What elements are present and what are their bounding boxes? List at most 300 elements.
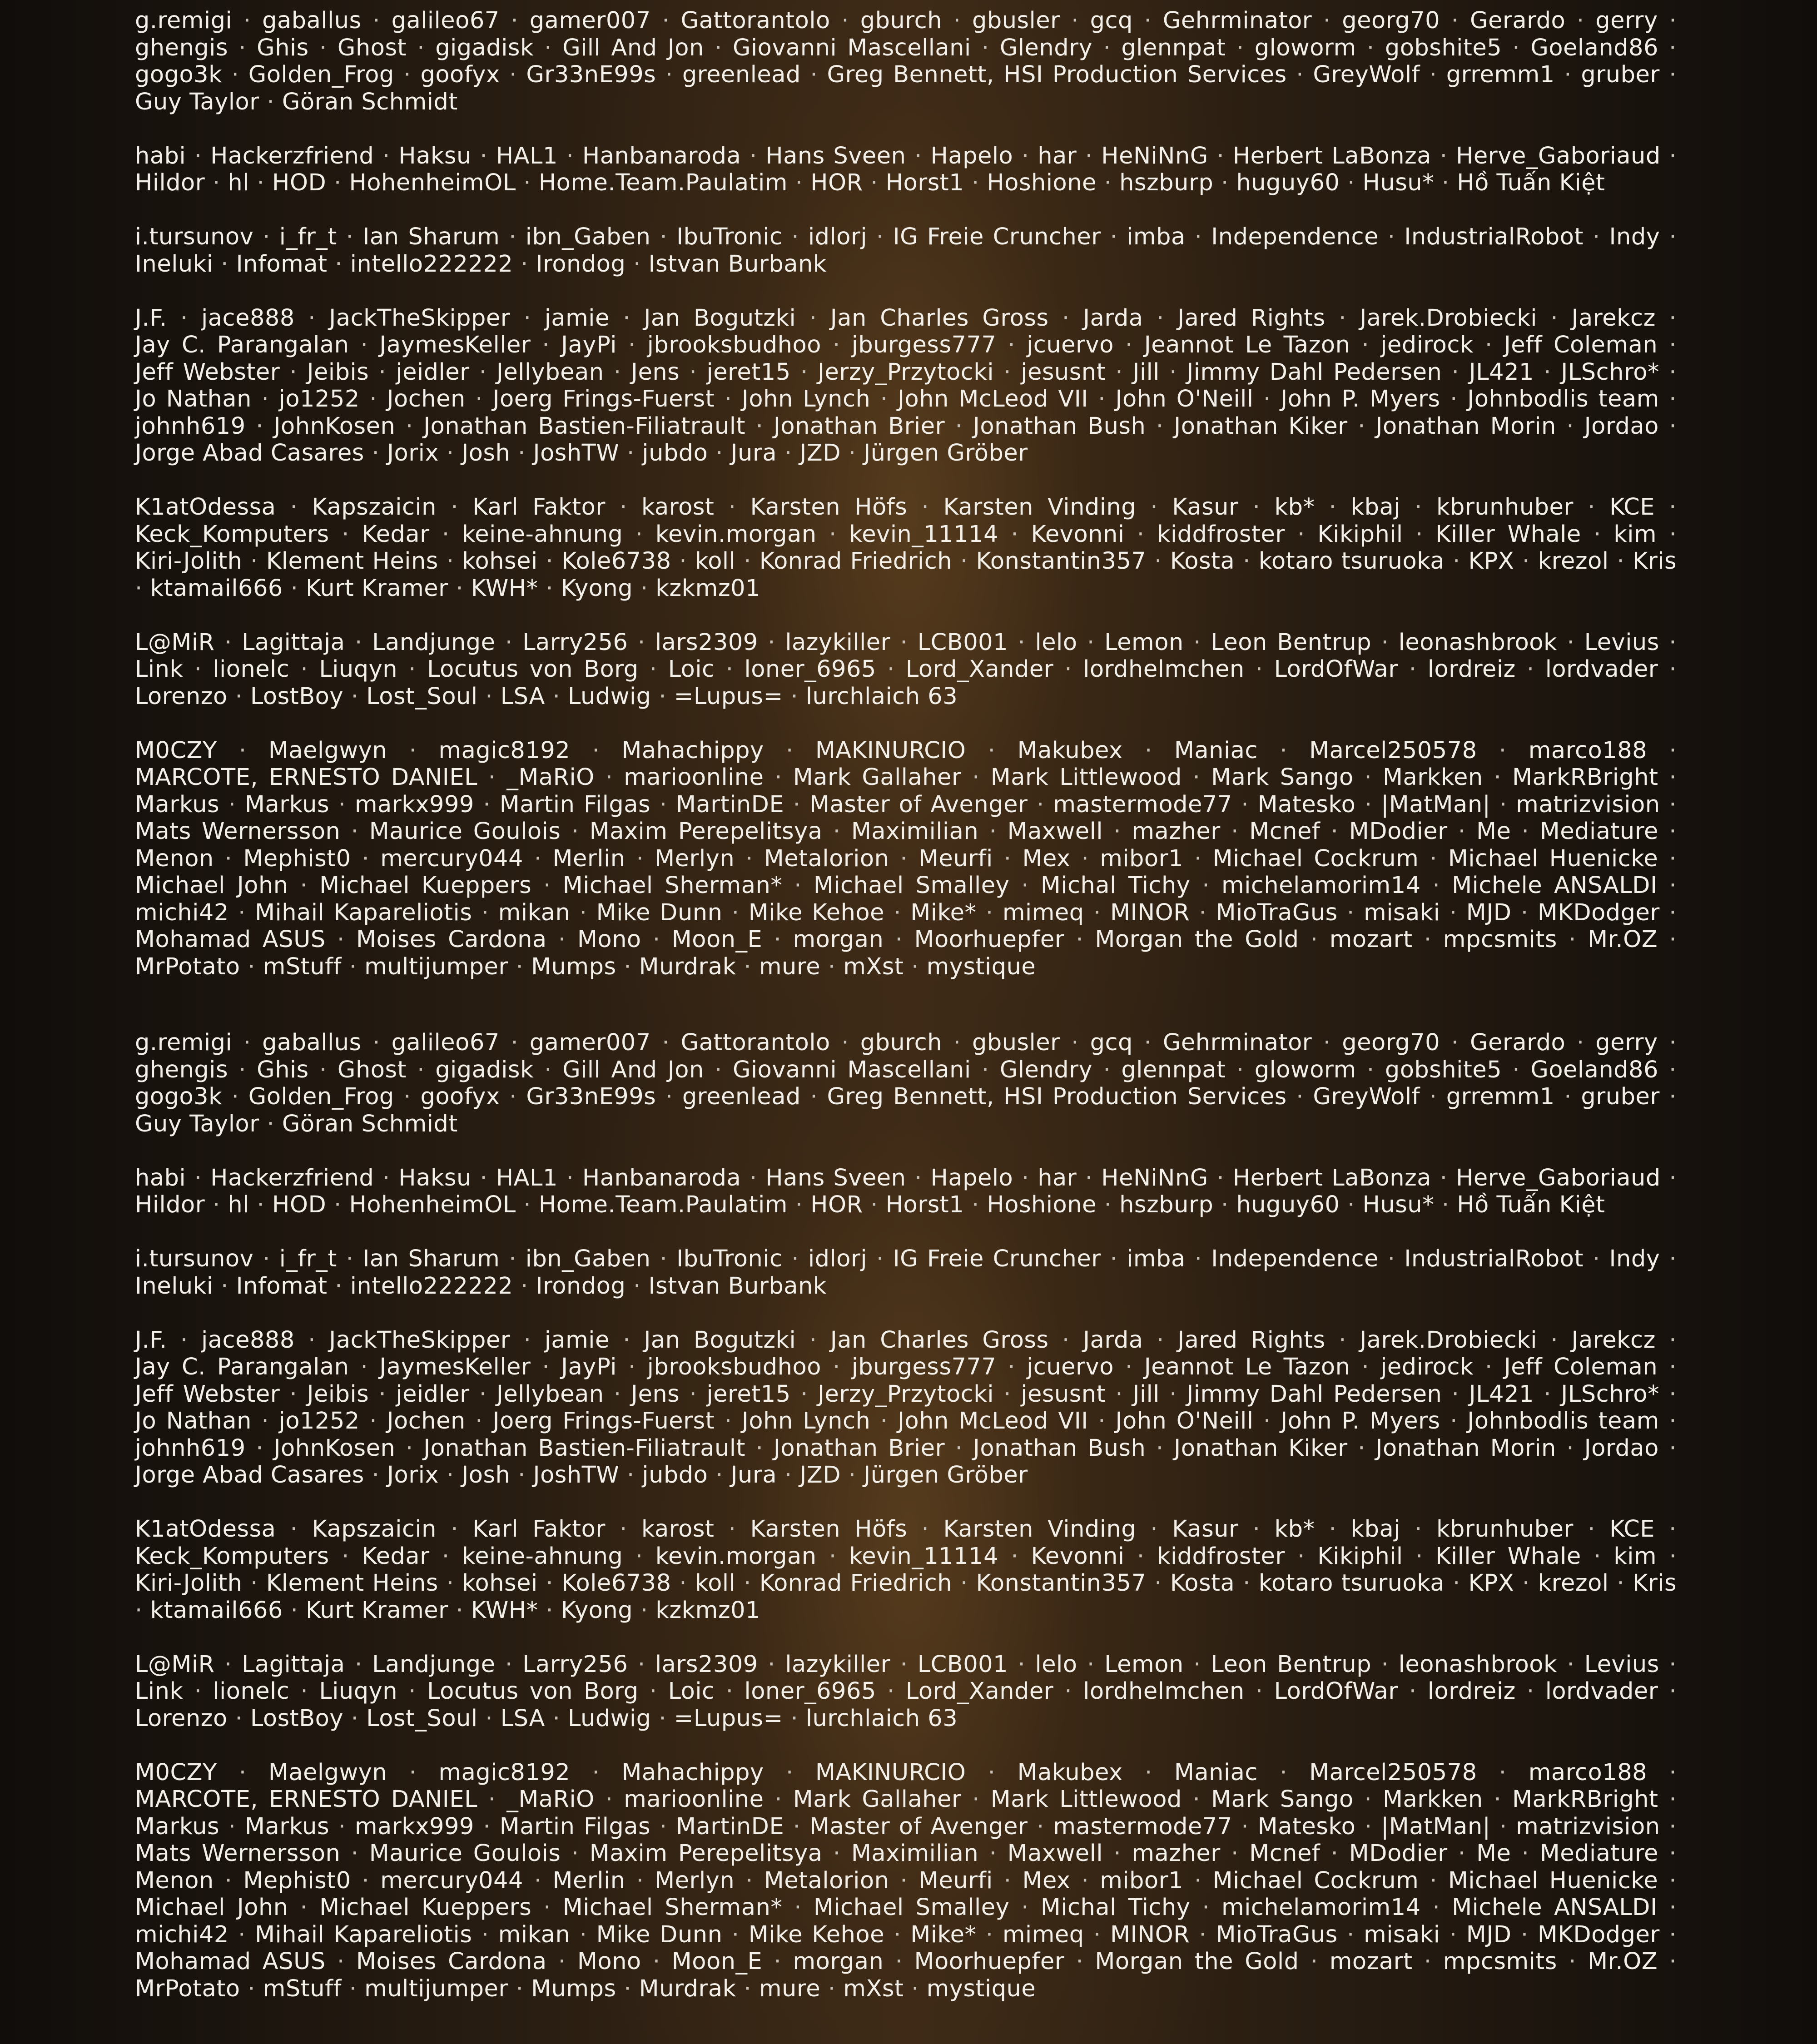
name-separator: ·	[1064, 656, 1072, 683]
contributor-name: MDodier	[1349, 1840, 1448, 1867]
contributor-name: Hồ Tuấn Kiệt	[1457, 1191, 1605, 1218]
name-separator: ·	[372, 1462, 380, 1488]
contributor-name: galileo67	[391, 1029, 500, 1056]
contributor-name: Liuqyn	[319, 1678, 398, 1705]
contributor-name: John O'Neill	[1115, 1408, 1254, 1434]
contributor-name: jo1252	[278, 1408, 360, 1434]
contributor-name: Jonathan Brier	[773, 1434, 945, 1462]
name-separator: ·	[914, 142, 922, 169]
contributor-name: gcq	[1090, 7, 1133, 34]
contributor-name: Jonathan Morin	[1375, 412, 1556, 440]
name-separator: ·	[342, 521, 349, 548]
contributor-name: intello222222	[350, 1272, 513, 1300]
contributor-name: jace888	[201, 304, 295, 332]
contributor-name: jeidler	[396, 358, 470, 386]
name-separator: ·	[212, 1191, 220, 1218]
contributor-name: Glendry	[999, 34, 1093, 61]
name-separator: ·	[243, 7, 251, 34]
name-separator: ·	[485, 1705, 493, 1732]
contributor-name: Markken	[1383, 764, 1483, 791]
name-separator: ·	[921, 1516, 929, 1543]
contributor-name: kzkmz01	[655, 1597, 760, 1624]
name-separator: ·	[960, 1570, 968, 1597]
contributor-name: Maxim Perepelitsya	[589, 818, 823, 845]
name-separator: ·	[523, 1326, 531, 1354]
name-separator: ·	[636, 1867, 644, 1894]
name-separator: ·	[989, 818, 997, 845]
name-separator: ·	[659, 683, 666, 710]
name-separator: ·	[1669, 494, 1677, 521]
name-separator: ·	[1440, 142, 1448, 169]
contributor-name: MJD	[1466, 1921, 1512, 1948]
name-separator: ·	[212, 169, 220, 196]
name-separator: ·	[224, 1867, 233, 1894]
name-separator: ·	[1364, 791, 1372, 818]
name-separator: ·	[1669, 386, 1677, 412]
name-separator: ·	[728, 1516, 736, 1543]
name-separator: ·	[1429, 1083, 1437, 1110]
name-separator: ·	[248, 1975, 255, 2002]
contributor-name: Kurt Kramer	[306, 1597, 448, 1624]
name-separator: ·	[378, 1380, 387, 1408]
contributor-name: Jürgen Gröber	[864, 440, 1028, 466]
name-separator: ·	[1364, 764, 1372, 791]
name-separator: ·	[895, 926, 903, 953]
contributor-name: mpcsmits	[1443, 1948, 1557, 1975]
contributor-name: lars2309	[655, 629, 758, 656]
contributor-name: marioonline	[624, 764, 764, 791]
name-separator: ·	[194, 1678, 202, 1705]
contributor-name: Jeff Webster	[135, 1380, 280, 1408]
contributor-name: Jonathan Kiker	[1174, 412, 1348, 440]
contributor-name: Jonathan Bush	[973, 1434, 1146, 1462]
name-separator: ·	[744, 1975, 752, 2002]
contributor-name: Killer Whale	[1435, 1543, 1581, 1570]
name-separator: ·	[665, 1083, 673, 1110]
contributor-name: Mike*	[910, 899, 977, 926]
contributor-name: misaki	[1364, 899, 1440, 926]
name-separator: ·	[1452, 1570, 1460, 1597]
contributor-name: Jeannot Le Tazon	[1144, 332, 1350, 358]
name-separator: ·	[1243, 1570, 1251, 1597]
name-separator: ·	[1381, 629, 1389, 656]
name-separator: ·	[1526, 1678, 1534, 1705]
contributor-name: mibor1	[1100, 845, 1184, 872]
name-separator: ·	[972, 1786, 980, 1813]
contributor-name: Loic	[668, 656, 715, 683]
name-separator: ·	[1137, 1543, 1145, 1570]
name-separator: ·	[652, 1948, 660, 1975]
contributor-name: keine-ahnung	[462, 521, 623, 548]
contributor-name: grremm1	[1446, 1083, 1555, 1110]
contributor-name: Ian Sharum	[362, 223, 500, 250]
contributor-name: georg70	[1342, 1029, 1440, 1056]
name-separator: ·	[456, 575, 464, 602]
name-separator: ·	[1669, 1245, 1677, 1272]
contributor-name: mimeq	[1002, 899, 1084, 926]
contributor-name: Jarek.Drobiecki	[1360, 304, 1537, 332]
contributor-name: IG Freie Cruncher	[893, 223, 1101, 250]
contributor-name: matrizvision	[1516, 791, 1660, 818]
name-separator: ·	[523, 169, 531, 196]
name-separator: ·	[1494, 1786, 1502, 1813]
name-separator: ·	[552, 683, 561, 710]
name-separator: ·	[1451, 1380, 1460, 1408]
contributor-name: gerry	[1595, 7, 1658, 34]
name-separator: ·	[755, 1434, 764, 1462]
contributor-name: MrPotato	[135, 953, 240, 980]
contributor-name: Maxim Perepelitsya	[589, 1840, 823, 1867]
name-separator: ·	[791, 223, 799, 250]
name-separator: ·	[649, 656, 657, 683]
contributor-name: gloworm	[1254, 1056, 1356, 1083]
name-separator: ·	[224, 629, 232, 656]
name-separator: ·	[1169, 358, 1177, 386]
name-separator: ·	[637, 629, 645, 656]
contributor-name: Karsten Höfs	[750, 494, 908, 521]
name-separator: ·	[679, 548, 687, 575]
name-separator: ·	[542, 332, 550, 358]
name-separator: ·	[1003, 358, 1012, 386]
name-separator: ·	[1566, 412, 1574, 440]
contributor-name: kbrunhuber	[1436, 1516, 1574, 1543]
name-separator: ·	[456, 1597, 464, 1624]
name-separator: ·	[1125, 1354, 1133, 1380]
name-separator: ·	[511, 7, 519, 34]
name-separator: ·	[442, 521, 450, 548]
contributor-name: mastermode77	[1053, 791, 1232, 818]
name-separator: ·	[1110, 223, 1118, 250]
name-separator: ·	[785, 1759, 794, 1786]
name-separator: ·	[793, 791, 801, 818]
contributor-name: =Lupus=	[674, 1705, 783, 1732]
name-separator: ·	[833, 818, 841, 845]
name-separator: ·	[1113, 1840, 1122, 1867]
contributor-name: LostBoy	[250, 683, 344, 710]
contributor-name: gaballus	[262, 1029, 362, 1056]
name-separator: ·	[300, 1678, 308, 1705]
name-separator: ·	[1499, 791, 1507, 818]
name-separator: ·	[405, 1434, 413, 1462]
contributor-name: Konrad Friedrich	[759, 1570, 953, 1597]
name-separator: ·	[1115, 1380, 1123, 1408]
contributor-name: markx999	[354, 791, 474, 818]
name-separator: ·	[1567, 1651, 1575, 1678]
contributor-name: |MatMan|	[1381, 791, 1491, 818]
name-separator: ·	[659, 1813, 667, 1840]
name-separator: ·	[1669, 412, 1677, 440]
name-separator: ·	[809, 1326, 817, 1354]
name-separator: ·	[972, 764, 980, 791]
name-separator: ·	[1221, 1191, 1229, 1218]
contributor-name: Jonathan Brier	[773, 412, 945, 440]
contributor-name: Mex	[1022, 845, 1071, 872]
name-separator: ·	[1669, 818, 1677, 845]
contributor-name: Lorenzo	[135, 1705, 228, 1732]
name-separator: ·	[1154, 1570, 1162, 1597]
name-separator: ·	[546, 548, 554, 575]
contributor-name: Lord_Xander	[905, 1678, 1054, 1705]
contributor-name: KWH*	[471, 575, 538, 602]
contributor-name: michi42	[135, 1921, 229, 1948]
contributor-name: JackTheSkipper	[329, 1326, 511, 1354]
name-separator: ·	[1347, 1921, 1355, 1948]
name-separator: ·	[921, 494, 929, 521]
contributor-name: HAL1	[496, 1164, 558, 1191]
name-separator: ·	[1018, 1651, 1026, 1678]
name-separator: ·	[135, 1597, 143, 1624]
contributor-name: Maxwell	[1007, 818, 1103, 845]
contributor-name: MAKINURCIO	[815, 737, 966, 764]
name-separator: ·	[194, 656, 202, 683]
name-separator: ·	[1452, 548, 1460, 575]
contributor-name: jamie	[544, 1326, 610, 1354]
name-separator: ·	[516, 953, 524, 980]
contributor-name: johnh619	[135, 412, 246, 440]
name-separator: ·	[894, 1921, 901, 1948]
contributor-name: Mcnef	[1249, 818, 1321, 845]
name-separator: ·	[451, 1516, 458, 1543]
name-separator: ·	[1564, 61, 1572, 88]
contributor-name: Mark Sango	[1211, 1786, 1354, 1813]
name-separator: ·	[605, 1786, 613, 1813]
contributor-name: Hildor	[135, 169, 205, 196]
contributor-name: Hapelo	[930, 1164, 1013, 1191]
contributor-name: JZD	[799, 440, 841, 466]
contributor-name: Mohamad ASUS	[135, 926, 326, 953]
contributor-name: misaki	[1364, 1921, 1440, 1948]
name-separator: ·	[1243, 548, 1251, 575]
contributor-name: jburgess777	[851, 332, 997, 358]
name-separator: ·	[446, 548, 454, 575]
contributor-name: Independence	[1211, 1245, 1379, 1272]
name-separator: ·	[1252, 494, 1261, 521]
contributor-name: Kasur	[1172, 494, 1239, 521]
contributor-name: Guy Taylor	[135, 1110, 259, 1137]
name-separator: ·	[382, 142, 390, 169]
name-separator: ·	[1169, 1380, 1177, 1408]
contributor-name: HOD	[272, 169, 327, 196]
name-separator: ·	[1521, 1840, 1529, 1867]
name-separator: ·	[640, 1597, 648, 1624]
contributor-name: har	[1038, 142, 1077, 169]
name-separator: ·	[1297, 1543, 1305, 1570]
contributor-name: Me	[1476, 818, 1511, 845]
contributor-name: Ineluki	[135, 1272, 213, 1300]
contributor-name: Kyong	[561, 1597, 633, 1624]
name-separator: ·	[442, 1543, 450, 1570]
name-separator: ·	[505, 629, 513, 656]
contributor-name: HOD	[272, 1191, 327, 1218]
name-separator: ·	[1347, 1191, 1355, 1218]
contributor-name: ghengis	[135, 1056, 228, 1083]
name-separator: ·	[1194, 1867, 1202, 1894]
name-separator: ·	[235, 1705, 243, 1732]
contributor-name: loner_6965	[744, 656, 876, 683]
name-separator: ·	[870, 1191, 878, 1218]
name-separator: ·	[546, 1570, 554, 1597]
contributor-name: mercury044	[380, 1867, 523, 1894]
name-separator: ·	[566, 142, 574, 169]
name-separator: ·	[1430, 1867, 1437, 1894]
name-separator: ·	[900, 1651, 908, 1678]
name-separator: ·	[1241, 1813, 1249, 1840]
contributor-name: Irondog	[536, 250, 626, 278]
name-separator: ·	[1669, 61, 1677, 88]
contributor-name: mystique	[926, 953, 1036, 980]
contributor-name: Martin Filgas	[499, 791, 651, 818]
contributor-name: Gattorantolo	[680, 7, 830, 34]
name-separator: ·	[250, 1570, 258, 1597]
name-separator: ·	[1093, 1921, 1101, 1948]
contributor-name: jcuervo	[1027, 1354, 1114, 1380]
name-separator: ·	[180, 1326, 188, 1354]
contributor-name: M0CZY	[135, 737, 217, 764]
name-separator: ·	[981, 1056, 989, 1083]
name-separator: ·	[566, 1164, 574, 1191]
name-separator: ·	[334, 169, 342, 196]
contributor-name: Jura	[730, 440, 777, 466]
name-separator: ·	[744, 1570, 751, 1597]
contributor-name: Mark Littlewood	[990, 764, 1182, 791]
credits-group-g	[135, 7, 1677, 115]
contributor-name: Horst1	[885, 169, 964, 196]
name-separator: ·	[511, 1029, 519, 1056]
name-separator: ·	[1449, 899, 1457, 926]
contributor-name: LordOfWar	[1274, 656, 1398, 683]
contributor-name: karost	[641, 494, 715, 521]
contributor-name: habi	[135, 142, 186, 169]
name-separator: ·	[1296, 61, 1304, 88]
name-separator: ·	[971, 169, 979, 196]
contributor-name: JayPi	[561, 1354, 617, 1380]
credits-group-l	[135, 629, 1677, 710]
contributor-name: lionelc	[213, 656, 290, 683]
name-separator: ·	[784, 440, 792, 466]
name-separator: ·	[1021, 872, 1029, 899]
name-separator: ·	[417, 1056, 425, 1083]
contributor-name: lordreiz	[1427, 1678, 1516, 1705]
contributor-name: Karl Faktor	[472, 494, 606, 521]
name-separator: ·	[894, 899, 901, 926]
name-separator: ·	[509, 1245, 516, 1272]
contributor-name: Keck_Komputers	[135, 521, 329, 548]
name-separator: ·	[1669, 656, 1677, 683]
contributor-name: morgan	[793, 1948, 884, 1975]
contributor-name: MioTraGus	[1216, 1921, 1338, 1948]
name-separator: ·	[1310, 926, 1318, 953]
contributor-name: Jarek.Drobiecki	[1360, 1326, 1537, 1354]
contributor-name: Jonathan Bastien-Filiatrault	[423, 412, 746, 440]
name-separator: ·	[408, 656, 416, 683]
contributor-name: Mediature	[1539, 1840, 1658, 1867]
name-separator: ·	[257, 169, 265, 196]
name-separator: ·	[509, 223, 516, 250]
name-separator: ·	[194, 142, 202, 169]
name-separator: ·	[521, 250, 528, 278]
contributor-name: Maelgwyn	[268, 1759, 387, 1786]
name-separator: ·	[689, 1380, 697, 1408]
name-separator: ·	[378, 358, 387, 386]
contributor-name: KCE	[1609, 1516, 1655, 1543]
contributor-name: Lagittaja	[242, 1651, 345, 1678]
contributor-name: Gr33nE99s	[526, 61, 656, 88]
name-separator: ·	[870, 169, 878, 196]
name-separator: ·	[1522, 548, 1530, 575]
credits-group-g	[135, 1029, 1677, 1137]
contributor-name: glennpat	[1121, 1056, 1226, 1083]
contributor-name: Greg Bennett, HSI Production Services	[827, 61, 1287, 88]
contributor-name: Kosta	[1170, 548, 1235, 575]
name-separator: ·	[876, 1245, 884, 1272]
contributor-name: magic8192	[438, 737, 571, 764]
contributor-name: Mark Gallaher	[793, 1786, 962, 1813]
name-separator: ·	[571, 1840, 579, 1867]
contributor-name: jesusnt	[1021, 1380, 1106, 1408]
contributor-name: JL421	[1469, 1380, 1534, 1408]
name-separator: ·	[981, 34, 989, 61]
name-separator: ·	[724, 386, 732, 412]
name-separator: ·	[900, 1867, 908, 1894]
name-separator: ·	[620, 1516, 627, 1543]
name-separator: ·	[308, 1326, 316, 1354]
name-separator: ·	[235, 683, 243, 710]
name-separator: ·	[1098, 1408, 1106, 1434]
contributor-name: Hanbanaroda	[582, 1164, 741, 1191]
name-separator: ·	[768, 629, 775, 656]
name-separator: ·	[841, 7, 849, 34]
contributor-name: Lost_Soul	[366, 1705, 478, 1732]
contributor-name: Levius	[1584, 629, 1659, 656]
contributor-name: Josh	[462, 440, 511, 466]
contributor-name: JL421	[1469, 358, 1534, 386]
name-separator: ·	[1440, 1164, 1448, 1191]
name-separator: ·	[1071, 7, 1079, 34]
contributor-name: lordhelmchen	[1083, 1678, 1245, 1705]
contributor-name: lars2309	[655, 1651, 758, 1678]
name-separator: ·	[481, 1921, 489, 1948]
contributor-name: gaballus	[262, 7, 362, 34]
contributor-name: Mike Kehoe	[748, 1921, 884, 1948]
contributor-name: KCE	[1609, 494, 1655, 521]
name-separator: ·	[784, 1462, 792, 1488]
name-separator: ·	[1156, 1434, 1164, 1462]
name-separator: ·	[360, 1354, 368, 1380]
name-separator: ·	[354, 629, 362, 656]
name-separator: ·	[1018, 629, 1026, 656]
contributor-name: Mohamad ASUS	[135, 1948, 326, 1975]
name-separator: ·	[1255, 1678, 1263, 1705]
contributor-name: John O'Neill	[1115, 386, 1254, 412]
contributor-name: Jay C. Parangalan	[135, 332, 349, 358]
name-separator: ·	[1037, 1813, 1044, 1840]
contributor-name: Husu*	[1362, 1191, 1435, 1218]
name-separator: ·	[351, 1705, 359, 1732]
name-separator: ·	[1592, 223, 1600, 250]
contributor-name: loner_6965	[744, 1678, 876, 1705]
contributor-name: Mats Wernersson	[135, 818, 341, 845]
name-separator: ·	[1594, 1543, 1601, 1570]
contributor-name: HeNiNnG	[1101, 142, 1208, 169]
contributor-name: jubdo	[642, 1462, 708, 1488]
contributor-name: Matesko	[1257, 1813, 1356, 1840]
contributor-name: krezol	[1538, 548, 1609, 575]
contributor-name: Jonathan Kiker	[1174, 1434, 1348, 1462]
contributor-name: Maniac	[1174, 1759, 1258, 1786]
contributor-name: Jimmy Dahl Pedersen	[1187, 358, 1442, 386]
name-separator: ·	[579, 1921, 587, 1948]
name-separator: ·	[715, 34, 722, 61]
